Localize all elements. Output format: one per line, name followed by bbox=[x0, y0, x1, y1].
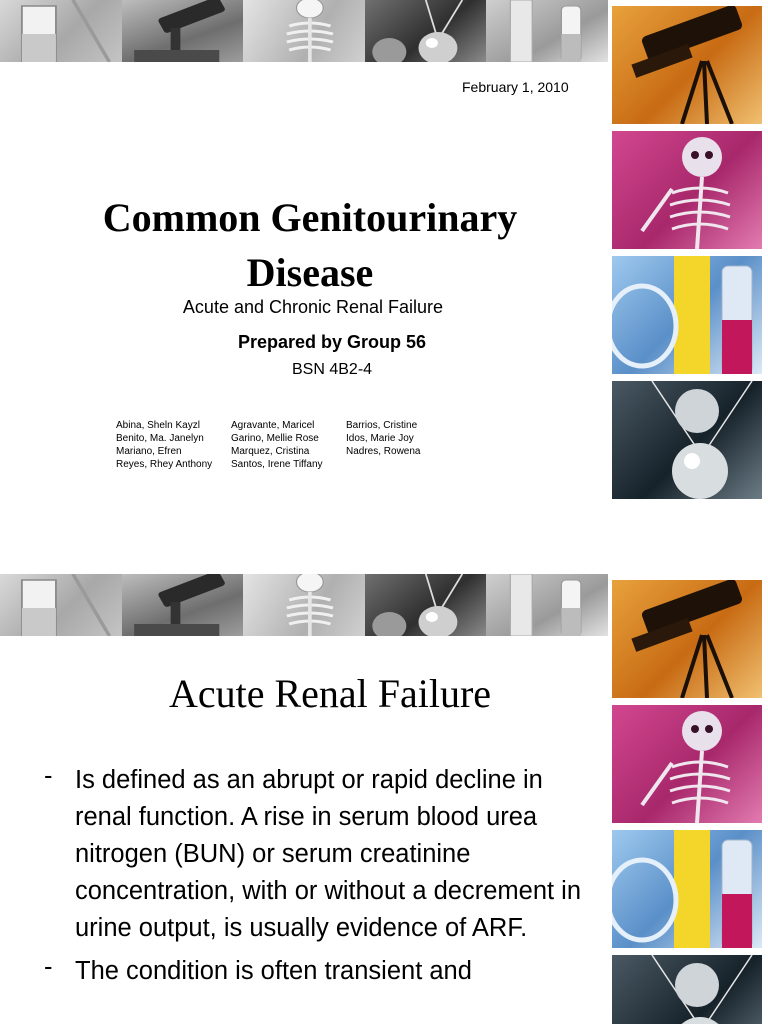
tile-skeleton bbox=[612, 131, 762, 249]
microscope-icon bbox=[122, 574, 244, 636]
strip-photo-test-tube bbox=[486, 574, 608, 636]
skeleton-icon bbox=[612, 131, 762, 249]
pendulum-icon bbox=[612, 955, 762, 1024]
member-name: Mariano, Efren bbox=[116, 446, 182, 457]
member-column bbox=[116, 419, 231, 471]
slide-title bbox=[40, 190, 580, 300]
skeleton-icon bbox=[243, 0, 365, 62]
test-tube-icon bbox=[486, 0, 608, 62]
member-name: Idos, Marie Joy bbox=[346, 433, 414, 444]
member-column bbox=[231, 419, 346, 471]
test-tube-icon bbox=[612, 830, 762, 948]
photo-column bbox=[612, 6, 762, 506]
beaker-icon bbox=[0, 574, 122, 636]
bullet-item bbox=[44, 762, 604, 947]
title-line-2: Disease bbox=[246, 250, 374, 295]
strip-photo-microscope bbox=[122, 0, 244, 62]
skeleton-icon bbox=[243, 574, 365, 636]
strip-photo-skeleton bbox=[243, 0, 365, 62]
member-name: Abina, Sheln Kayzl bbox=[116, 420, 200, 431]
member-name: Benito, Ma. Janelyn bbox=[116, 433, 204, 444]
pendulum-icon bbox=[612, 381, 762, 499]
tile-microscope bbox=[612, 580, 762, 698]
member-list bbox=[116, 419, 456, 471]
strip-photo-pendulum bbox=[365, 0, 487, 62]
member-name: Garino, Mellie Rose bbox=[231, 433, 319, 444]
title-line-1: Common Genitourinary bbox=[102, 195, 518, 240]
test-tube-icon bbox=[612, 256, 762, 374]
microscope-icon bbox=[612, 6, 762, 124]
member-name: Nadres, Rowena bbox=[346, 446, 421, 457]
section-label: BSN 4B2-4 bbox=[292, 361, 373, 378]
tile-test-tubes bbox=[612, 830, 762, 948]
member-name: Agravante, Maricel bbox=[231, 420, 315, 431]
strip-photo-microscope bbox=[122, 574, 244, 636]
tile-skeleton bbox=[612, 705, 762, 823]
tile-pendulum bbox=[612, 955, 762, 1024]
bullet-text: Is defined as an abrupt or rapid decline in renal function. A rise in serum blood urea nitrogen (BUN) or serum creatinine concentration, with or without a decrement in urine output, is usually evidence of ARF. bbox=[75, 766, 582, 942]
microscope-icon bbox=[612, 580, 762, 698]
tile-microscope bbox=[612, 6, 762, 124]
bullet-marker: - bbox=[44, 762, 53, 790]
beaker-icon bbox=[0, 0, 122, 62]
strip-photo-skeleton bbox=[243, 574, 365, 636]
member-name: Reyes, Rhey Anthony bbox=[116, 459, 213, 470]
bullet-marker: - bbox=[44, 953, 53, 981]
strip-photo-beaker bbox=[0, 574, 122, 636]
tile-pendulum bbox=[612, 381, 762, 499]
slide-divider bbox=[0, 566, 768, 574]
bullet-text: The condition is often transient and bbox=[75, 957, 472, 985]
photo-strip bbox=[0, 574, 608, 636]
bullet-list bbox=[44, 762, 604, 996]
strip-photo-beaker bbox=[0, 0, 122, 62]
test-tube-icon bbox=[486, 574, 608, 636]
slide-title: Acute Renal Failure bbox=[168, 671, 492, 716]
skeleton-icon bbox=[612, 705, 762, 823]
member-name: Santos, Irene Tiffany bbox=[231, 459, 323, 470]
photo-column bbox=[612, 580, 762, 1024]
tile-test-tubes bbox=[612, 256, 762, 374]
photo-strip bbox=[0, 0, 608, 62]
strip-photo-pendulum bbox=[365, 574, 487, 636]
pendulum-icon bbox=[365, 0, 487, 62]
prepared-by: Prepared by Group 56 bbox=[238, 332, 427, 352]
member-name: Barrios, Cristine bbox=[346, 420, 418, 431]
strip-photo-test-tube bbox=[486, 0, 608, 62]
content-slide bbox=[0, 574, 768, 1024]
slide-date: February 1, 2010 bbox=[462, 79, 569, 95]
pendulum-icon bbox=[365, 574, 487, 636]
slide-subtitle: Acute and Chronic Renal Failure bbox=[182, 297, 444, 317]
bullet-item bbox=[44, 953, 604, 990]
member-name: Marquez, Cristina bbox=[231, 446, 310, 457]
member-column bbox=[346, 419, 456, 471]
microscope-icon bbox=[122, 0, 244, 62]
